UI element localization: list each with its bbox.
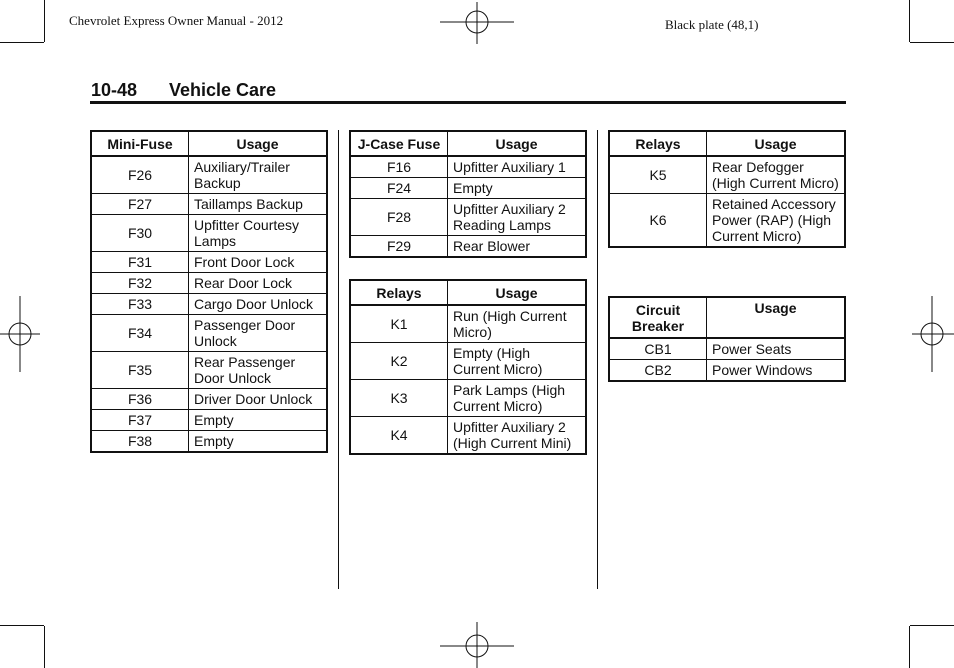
fuse-id-cell: K6: [609, 194, 707, 248]
table-row: [350, 417, 586, 455]
usage-cell: Upfitter Auxiliary 2 Reading Lamps: [448, 199, 587, 236]
fuse-id-cell: F28: [350, 199, 448, 236]
table-header-row: [350, 131, 586, 156]
crop-mark: [0, 42, 44, 43]
usage-cell: Rear Defogger (High Current Micro): [707, 156, 846, 194]
usage-cell: Upfitter Courtesy Lamps: [189, 215, 328, 252]
table-row: [91, 156, 327, 194]
fuse-id-cell: F31: [91, 252, 189, 273]
table-row: [91, 410, 327, 431]
crop-mark: [909, 0, 910, 42]
fuse-id-cell: K5: [609, 156, 707, 194]
table-row: [91, 215, 327, 252]
page-title: [91, 80, 276, 101]
column-header: J-Case Fuse: [350, 131, 448, 156]
table-row: [609, 360, 845, 382]
usage-cell: Empty (High Current Micro): [448, 343, 587, 380]
crop-mark: [909, 626, 910, 668]
usage-cell: Retained Accessory Power (RAP) (High Current Micro): [707, 194, 846, 248]
column-header: Relays: [350, 280, 448, 305]
usage-cell: Upfitter Auxiliary 2 (High Current Mini): [448, 417, 587, 455]
column-divider: [338, 130, 339, 589]
table-row: [91, 352, 327, 389]
registration-mark-icon: [0, 296, 40, 372]
usage-cell: Power Windows: [707, 360, 846, 382]
crop-mark: [44, 0, 45, 42]
column-header: Mini-Fuse: [91, 131, 189, 156]
fuse-id-cell: K4: [350, 417, 448, 455]
table-row: [91, 252, 327, 273]
fuse-id-cell: K1: [350, 305, 448, 343]
usage-cell: Front Door Lock: [189, 252, 328, 273]
fuse-id-cell: F29: [350, 236, 448, 258]
usage-cell: Cargo Door Unlock: [189, 294, 328, 315]
registration-mark-icon: [912, 296, 954, 372]
table-row: [91, 315, 327, 352]
fuse-id-cell: CB2: [609, 360, 707, 382]
crop-mark: [910, 625, 954, 626]
table-header-row: [609, 131, 845, 156]
column-header: Relays: [609, 131, 707, 156]
table-row: [609, 338, 845, 360]
table-row: [91, 294, 327, 315]
page-number: 10-48: [91, 80, 138, 100]
usage-cell: Park Lamps (High Current Micro): [448, 380, 587, 417]
registration-mark-icon: [440, 622, 516, 668]
column-header: Usage: [448, 280, 587, 305]
column-header: Usage: [707, 131, 846, 156]
table-row: [609, 156, 845, 194]
usage-cell: Upfitter Auxiliary 1: [448, 156, 587, 178]
table-row: [91, 431, 327, 453]
fuse-id-cell: F24: [350, 178, 448, 199]
relays-table: [608, 130, 846, 248]
usage-cell: Run (High Current Micro): [448, 305, 587, 343]
crop-mark: [0, 625, 44, 626]
fuse-id-cell: F33: [91, 294, 189, 315]
relays-table: [349, 279, 587, 455]
crop-mark: [910, 42, 954, 43]
column-divider: [597, 130, 598, 589]
table-row: [350, 199, 586, 236]
fuse-id-cell: F36: [91, 389, 189, 410]
fuse-id-cell: F35: [91, 352, 189, 389]
fuse-id-cell: F26: [91, 156, 189, 194]
usage-cell: Rear Passenger Door Unlock: [189, 352, 328, 389]
fuse-id-cell: F34: [91, 315, 189, 352]
usage-cell: Power Seats: [707, 338, 846, 360]
registration-mark-icon: [440, 2, 516, 46]
fuse-id-cell: K3: [350, 380, 448, 417]
column-header: Usage: [707, 297, 846, 338]
table-row: [609, 194, 845, 248]
usage-cell: Passenger Door Unlock: [189, 315, 328, 352]
table-header-row: [91, 131, 327, 156]
section-title: Vehicle Care: [169, 80, 277, 100]
table-header-row: [350, 280, 586, 305]
column-header: Usage: [189, 131, 328, 156]
fuse-id-cell: F38: [91, 431, 189, 453]
fuse-id-cell: F30: [91, 215, 189, 252]
usage-cell: Empty: [189, 431, 328, 453]
fuse-id-cell: CB1: [609, 338, 707, 360]
table-row: [350, 305, 586, 343]
plate-label: Black plate (48,1): [665, 17, 759, 32]
table-row: [350, 236, 586, 258]
fuse-id-cell: F27: [91, 194, 189, 215]
usage-cell: Auxiliary/Trailer Backup: [189, 156, 328, 194]
table-row: [350, 178, 586, 199]
fuse-id-cell: F16: [350, 156, 448, 178]
column-header: Usage: [448, 131, 587, 156]
crop-mark: [44, 626, 45, 668]
table-row: [350, 156, 586, 178]
fuse-id-cell: F37: [91, 410, 189, 431]
table-row: [91, 273, 327, 294]
table-row: [91, 389, 327, 410]
column-header: Circuit Breaker: [609, 297, 707, 338]
usage-cell: Taillamps Backup: [189, 194, 328, 215]
fuse-id-cell: K2: [350, 343, 448, 380]
table-row: [350, 343, 586, 380]
fuse-id-cell: F32: [91, 273, 189, 294]
usage-cell: Empty: [189, 410, 328, 431]
title-rule: [90, 101, 846, 104]
manual-title: Chevrolet Express Owner Manual - 2012: [69, 13, 284, 28]
circuit-breaker-table: [608, 296, 846, 382]
usage-cell: Driver Door Unlock: [189, 389, 328, 410]
usage-cell: Rear Blower: [448, 236, 587, 258]
table-row: [350, 380, 586, 417]
table-row: [91, 194, 327, 215]
minifuse-table: [90, 130, 328, 453]
usage-cell: Empty: [448, 178, 587, 199]
jcase-fuse-table: [349, 130, 587, 258]
table-header-row: [609, 297, 845, 338]
usage-cell: Rear Door Lock: [189, 273, 328, 294]
